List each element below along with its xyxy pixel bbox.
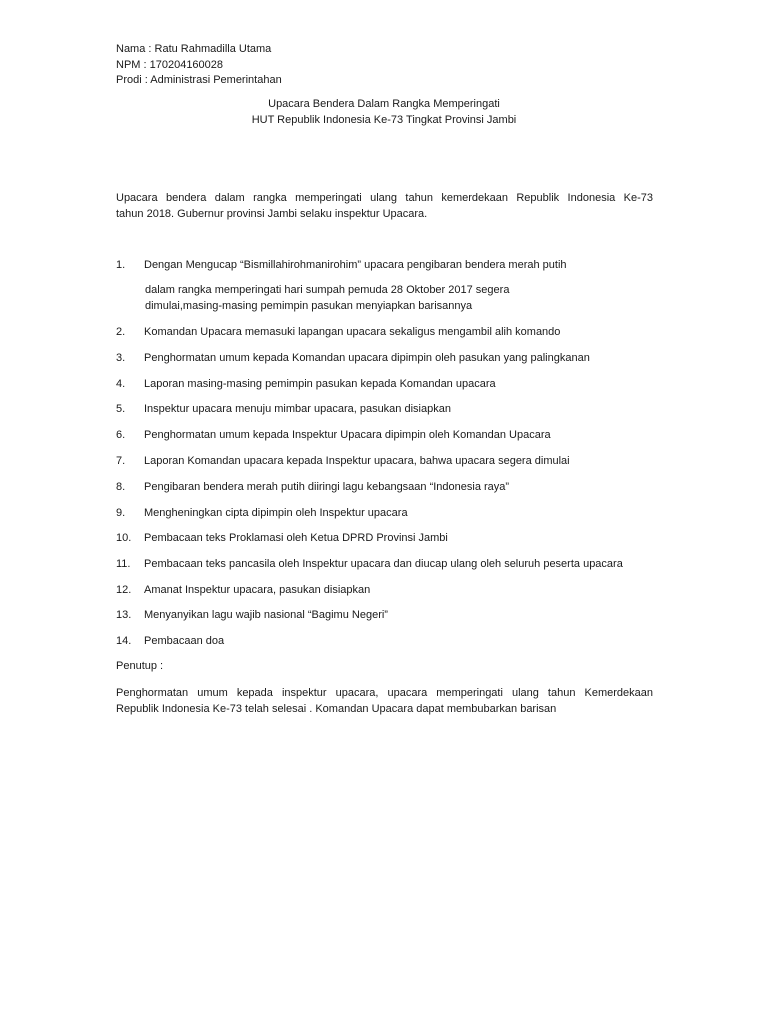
list-item-number: 8. xyxy=(116,481,126,493)
closing-line-2: Republik Indonesia Ke-73 telah selesai . Komandan Upacara dapat membubarkan barisan xyxy=(116,703,557,715)
list-item-number: 14. xyxy=(116,635,132,647)
closing-line-1: Penghormatan umum kepada inspektur upacara, upacara memperingati ulang tahun Kemerdekaan xyxy=(116,687,653,699)
list-item-text: Pengibaran bendera merah putih diiringi lagu kebangsaan “Indonesia raya” xyxy=(144,481,510,493)
list-item-number: 3. xyxy=(116,352,126,364)
intro-line-2: tahun 2018. Gubernur provinsi Jambi selaku inspektur Upacara. xyxy=(116,208,428,220)
list-item-number: 2. xyxy=(116,326,126,338)
list-item-text: Mengheningkan cipta dipimpin oleh Inspektur upacara xyxy=(144,507,408,519)
list-item-continuation-1: dalam rangka memperingati hari sumpah pemuda 28 Oktober 2017 segera xyxy=(145,284,510,296)
list-item-text: Laporan Komandan upacara kepada Inspektur upacara, bahwa upacara segera dimulai xyxy=(144,455,570,467)
list-item-text: Amanat Inspektur upacara, pasukan disiapkan xyxy=(144,584,371,596)
list-item-number: 6. xyxy=(116,429,126,441)
list-item-number: 1. xyxy=(116,259,126,271)
list-item-number: 12. xyxy=(116,584,132,596)
title-line-2: HUT Republik Indonesia Ke-73 Tingkat Provinsi Jambi xyxy=(251,114,517,126)
list-item-text: Dengan Mengucap “Bismillahirohmanirohim” upacara pengibaran bendera merah putih xyxy=(144,259,567,271)
list-item-text: Laporan masing-masing pemimpin pasukan kepada Komandan upacara xyxy=(144,378,496,390)
list-item-text: Pembacaan teks pancasila oleh Inspektur upacara dan diucap ulang oleh seluruh peserta upacara xyxy=(144,558,623,570)
list-item-text: Komandan Upacara memasuki lapangan upacara sekaligus mengambil alih komando xyxy=(144,326,561,338)
list-item-number: 9. xyxy=(116,507,126,519)
closing-heading: Penutup : xyxy=(116,660,164,672)
list-item-number: 5. xyxy=(116,403,126,415)
student-npm: NPM : 170204160028 xyxy=(116,59,224,71)
list-item-text: Penghormatan umum kepada Inspektur Upacara dipimpin oleh Komandan Upacara xyxy=(144,429,551,441)
list-item-number: 4. xyxy=(116,378,126,390)
list-item-number: 10. xyxy=(116,532,132,544)
list-item-text: Penghormatan umum kepada Komandan upacara dipimpin oleh pasukan yang palingkanan xyxy=(144,352,590,364)
title-line-1: Upacara Bendera Dalam Rangka Memperingati xyxy=(268,98,500,110)
list-item-text: Menyanyikan lagu wajib nasional “Bagimu Negeri” xyxy=(144,609,388,621)
list-item-number: 13. xyxy=(116,609,132,621)
list-item-text: Inspektur upacara menuju mimbar upacara, pasukan disiapkan xyxy=(144,403,451,415)
student-name: Nama : Ratu Rahmadilla Utama xyxy=(116,43,272,55)
list-item-continuation-2: dimulai,masing-masing pemimpin pasukan menyiapkan barisannya xyxy=(145,300,473,312)
list-item-number: 11. xyxy=(116,558,131,570)
list-item-text: Pembacaan doa xyxy=(144,635,225,647)
list-item-text: Pembacaan teks Proklamasi oleh Ketua DPRD Provinsi Jambi xyxy=(144,532,448,544)
list-item-number: 7. xyxy=(116,455,126,467)
student-prodi: Prodi : Administrasi Pemerintahan xyxy=(116,74,282,86)
intro-line-1: Upacara bendera dalam rangka memperingati ulang tahun kemerdekaan Republik Indonesia Ke-73 xyxy=(116,192,653,204)
